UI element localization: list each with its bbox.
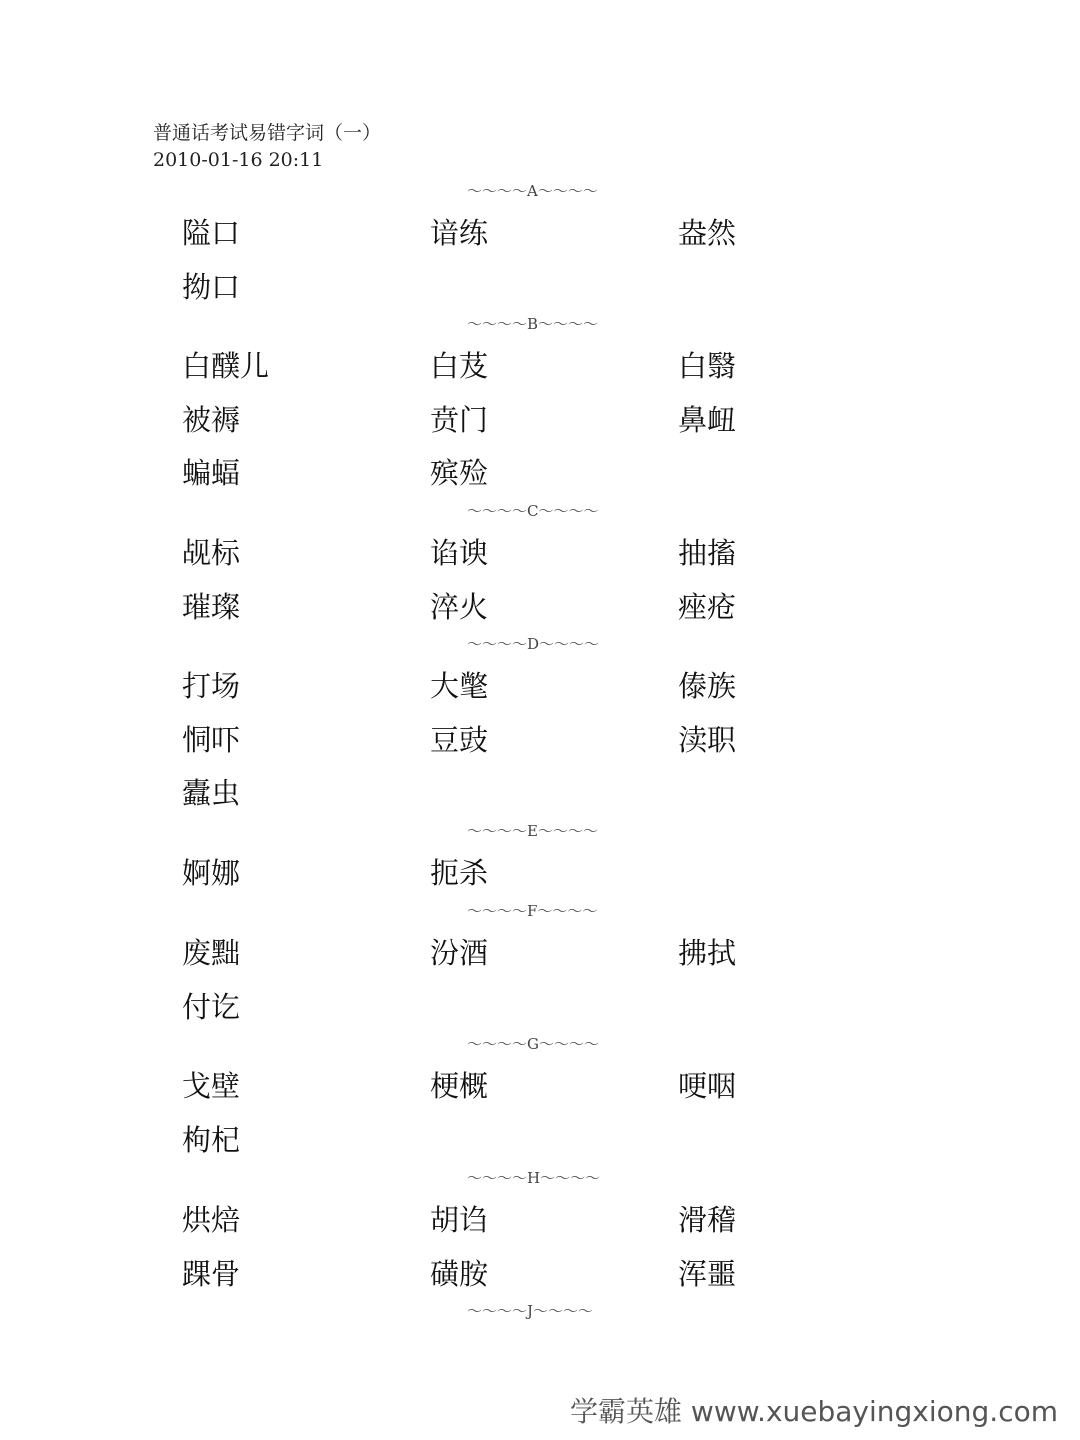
word-item: 废黜 xyxy=(182,936,241,970)
word-item: 殡殓 xyxy=(430,456,489,490)
word-row xyxy=(0,1202,1080,1242)
word-item: 汾酒 xyxy=(430,936,489,970)
word-row xyxy=(0,455,1080,495)
word-item: 磺胺 xyxy=(430,1256,489,1291)
document-header xyxy=(153,120,381,174)
word-item: 白醭儿 xyxy=(182,349,270,383)
word-item: 蠹虫 xyxy=(182,776,241,810)
section-separator: ～～～～F～～～～ xyxy=(467,902,598,920)
site-watermark: 学霸英雄 www.xuebayingxiong.com xyxy=(570,1395,1058,1428)
word-item: 婀娜 xyxy=(182,856,241,890)
section-separator: ～～～～E～～～～ xyxy=(467,822,598,840)
word-item: 烘焙 xyxy=(182,1203,241,1237)
section-separator: ～～～～C～～～～ xyxy=(467,502,599,520)
word-item: 滑稽 xyxy=(678,1203,737,1237)
word-item: 拂拭 xyxy=(678,936,737,970)
word-row xyxy=(0,1256,1080,1296)
word-item: 淬火 xyxy=(430,589,489,624)
word-item: 璀璨 xyxy=(182,589,241,624)
word-row xyxy=(0,722,1080,762)
word-item: 贲门 xyxy=(430,402,489,437)
word-row xyxy=(0,589,1080,629)
section-separator: ～～～～H～～～～ xyxy=(467,1169,601,1187)
word-item: 觇标 xyxy=(182,536,241,570)
word-item: 戈壁 xyxy=(182,1069,241,1103)
word-row xyxy=(0,935,1080,975)
word-row xyxy=(0,989,1080,1029)
word-item: 盎然 xyxy=(678,216,737,250)
word-item: 被褥 xyxy=(182,402,241,437)
word-item: 傣族 xyxy=(678,669,737,703)
word-item: 谄谀 xyxy=(430,536,489,570)
word-row xyxy=(0,1122,1080,1162)
word-item: 浑噩 xyxy=(678,1256,737,1291)
word-item: 豆豉 xyxy=(430,722,489,757)
word-item: 打场 xyxy=(182,669,241,703)
word-item: 白芨 xyxy=(430,349,489,383)
section-separator: ～～～～D～～～～ xyxy=(467,635,600,653)
word-row xyxy=(0,215,1080,255)
word-item: 恫吓 xyxy=(182,722,241,757)
word-item: 扼杀 xyxy=(430,856,489,890)
word-item: 痤疮 xyxy=(678,589,737,624)
word-item: 抽搐 xyxy=(678,536,737,570)
word-row xyxy=(0,348,1080,388)
word-item: 白翳 xyxy=(678,349,737,383)
word-item: 大氅 xyxy=(430,669,489,703)
word-item: 哽咽 xyxy=(678,1069,737,1103)
word-row xyxy=(0,269,1080,309)
word-row xyxy=(0,855,1080,895)
word-item: 梗概 xyxy=(430,1069,489,1103)
document-title: 普通话考试易错字词（一） xyxy=(153,122,382,144)
section-separator: ～～～～G～～～～ xyxy=(467,1035,599,1053)
word-item: 渎职 xyxy=(678,722,737,757)
word-item: 踝骨 xyxy=(182,1256,241,1291)
section-separator: ～～～～J～～～～ xyxy=(467,1302,594,1320)
word-item: 付讫 xyxy=(182,989,241,1024)
document-datetime: 2010-01-16 20:11 xyxy=(153,149,324,171)
word-row xyxy=(0,775,1080,815)
word-row xyxy=(0,668,1080,708)
word-item: 拗口 xyxy=(182,269,241,304)
section-separator: ～～～～B～～～～ xyxy=(467,315,599,333)
word-item: 胡诌 xyxy=(430,1203,489,1237)
section-separator: ～～～～A～～～～ xyxy=(467,182,598,200)
word-item: 隘口 xyxy=(182,216,241,250)
word-item: 谙练 xyxy=(430,216,489,250)
word-item: 枸杞 xyxy=(182,1122,241,1157)
word-row xyxy=(0,1068,1080,1108)
word-item: 蝙蝠 xyxy=(182,456,241,490)
word-item: 鼻衄 xyxy=(678,402,737,437)
word-row xyxy=(0,535,1080,575)
word-row xyxy=(0,402,1080,442)
